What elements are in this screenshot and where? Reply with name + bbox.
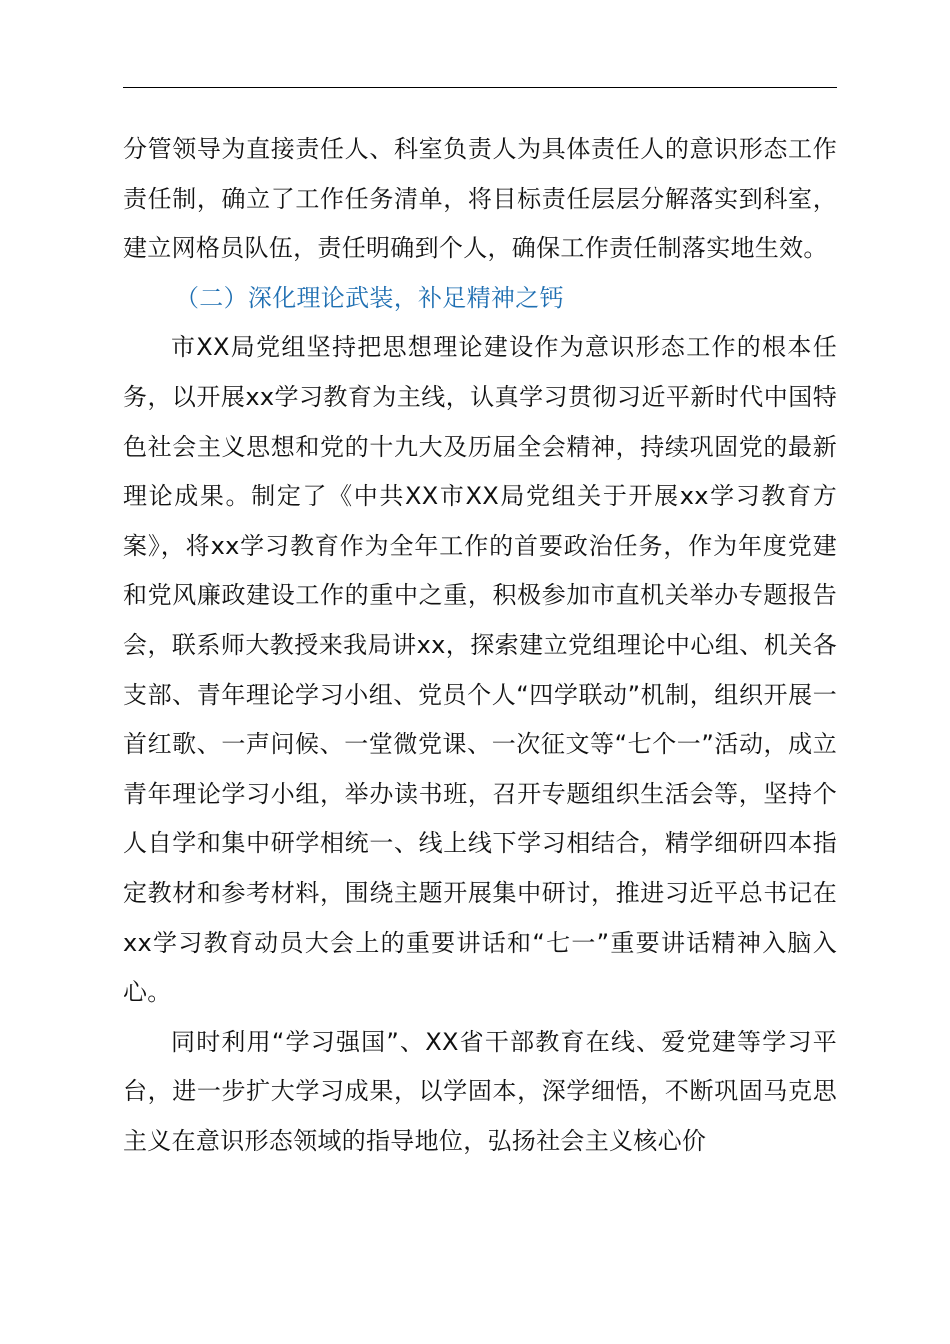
- document-body: [123, 125, 837, 1166]
- section-heading: （二）深化理论武装，补足精神之钙: [175, 283, 564, 312]
- header-rule: [123, 87, 837, 88]
- paragraph-learning-platforms: 同时利用“学习强国”、XX省干部教育在线、爱党建等学习平台，进一步扩大学习成果，以学固本，深学细悟，不断巩固马克思主义在意识形态领域的指导地位，弘扬社会主义核心价: [123, 1027, 837, 1155]
- paragraph-theory-study: 市XX局党组坚持把思想理论建设作为意识形态工作的根本任务，以开展xx学习教育为主线，认真学习贯彻习近平新时代中国特色社会主义思想和党的十九大及历届全会精神，持续巩固党的最新理论成果。制定了《中共XX市XX局党组关于开展xx学习教育方案》，将xx学习教育作为全年工作的首要政治任务，作为年度党建和党风廉政建设工作的重中之重，积极参加市直机关举办专题报告会，联系师大教授来我局讲xx，探索建立党组理论中心组、机关各支部、青年理论学习小组、党员个人“四学联动”机制，组织开展一首红歌、一声问候、一堂微党课、一次征文等“七个一”活动，成立青年理论学习小组，举办读书班，召开专题组织生活会等，坚持个人自学和集中研学相统一、线上线下学习相结合，精学细研四本指定教材和参考材料，围绕主题开展集中研讨，推进习近平总书记在xx学习教育动员大会上的重要讲话和“七一”重要讲话精神入脑入心。: [123, 333, 837, 1007]
- paragraph-continuation: 分管领导为直接责任人、科室负责人为具体责任人的意识形态工作责任制，确立了工作任务清单，将目标责任层层分解落实到科室，建立网格员队伍，责任明确到个人，确保工作责任制落实地生效。: [123, 135, 837, 263]
